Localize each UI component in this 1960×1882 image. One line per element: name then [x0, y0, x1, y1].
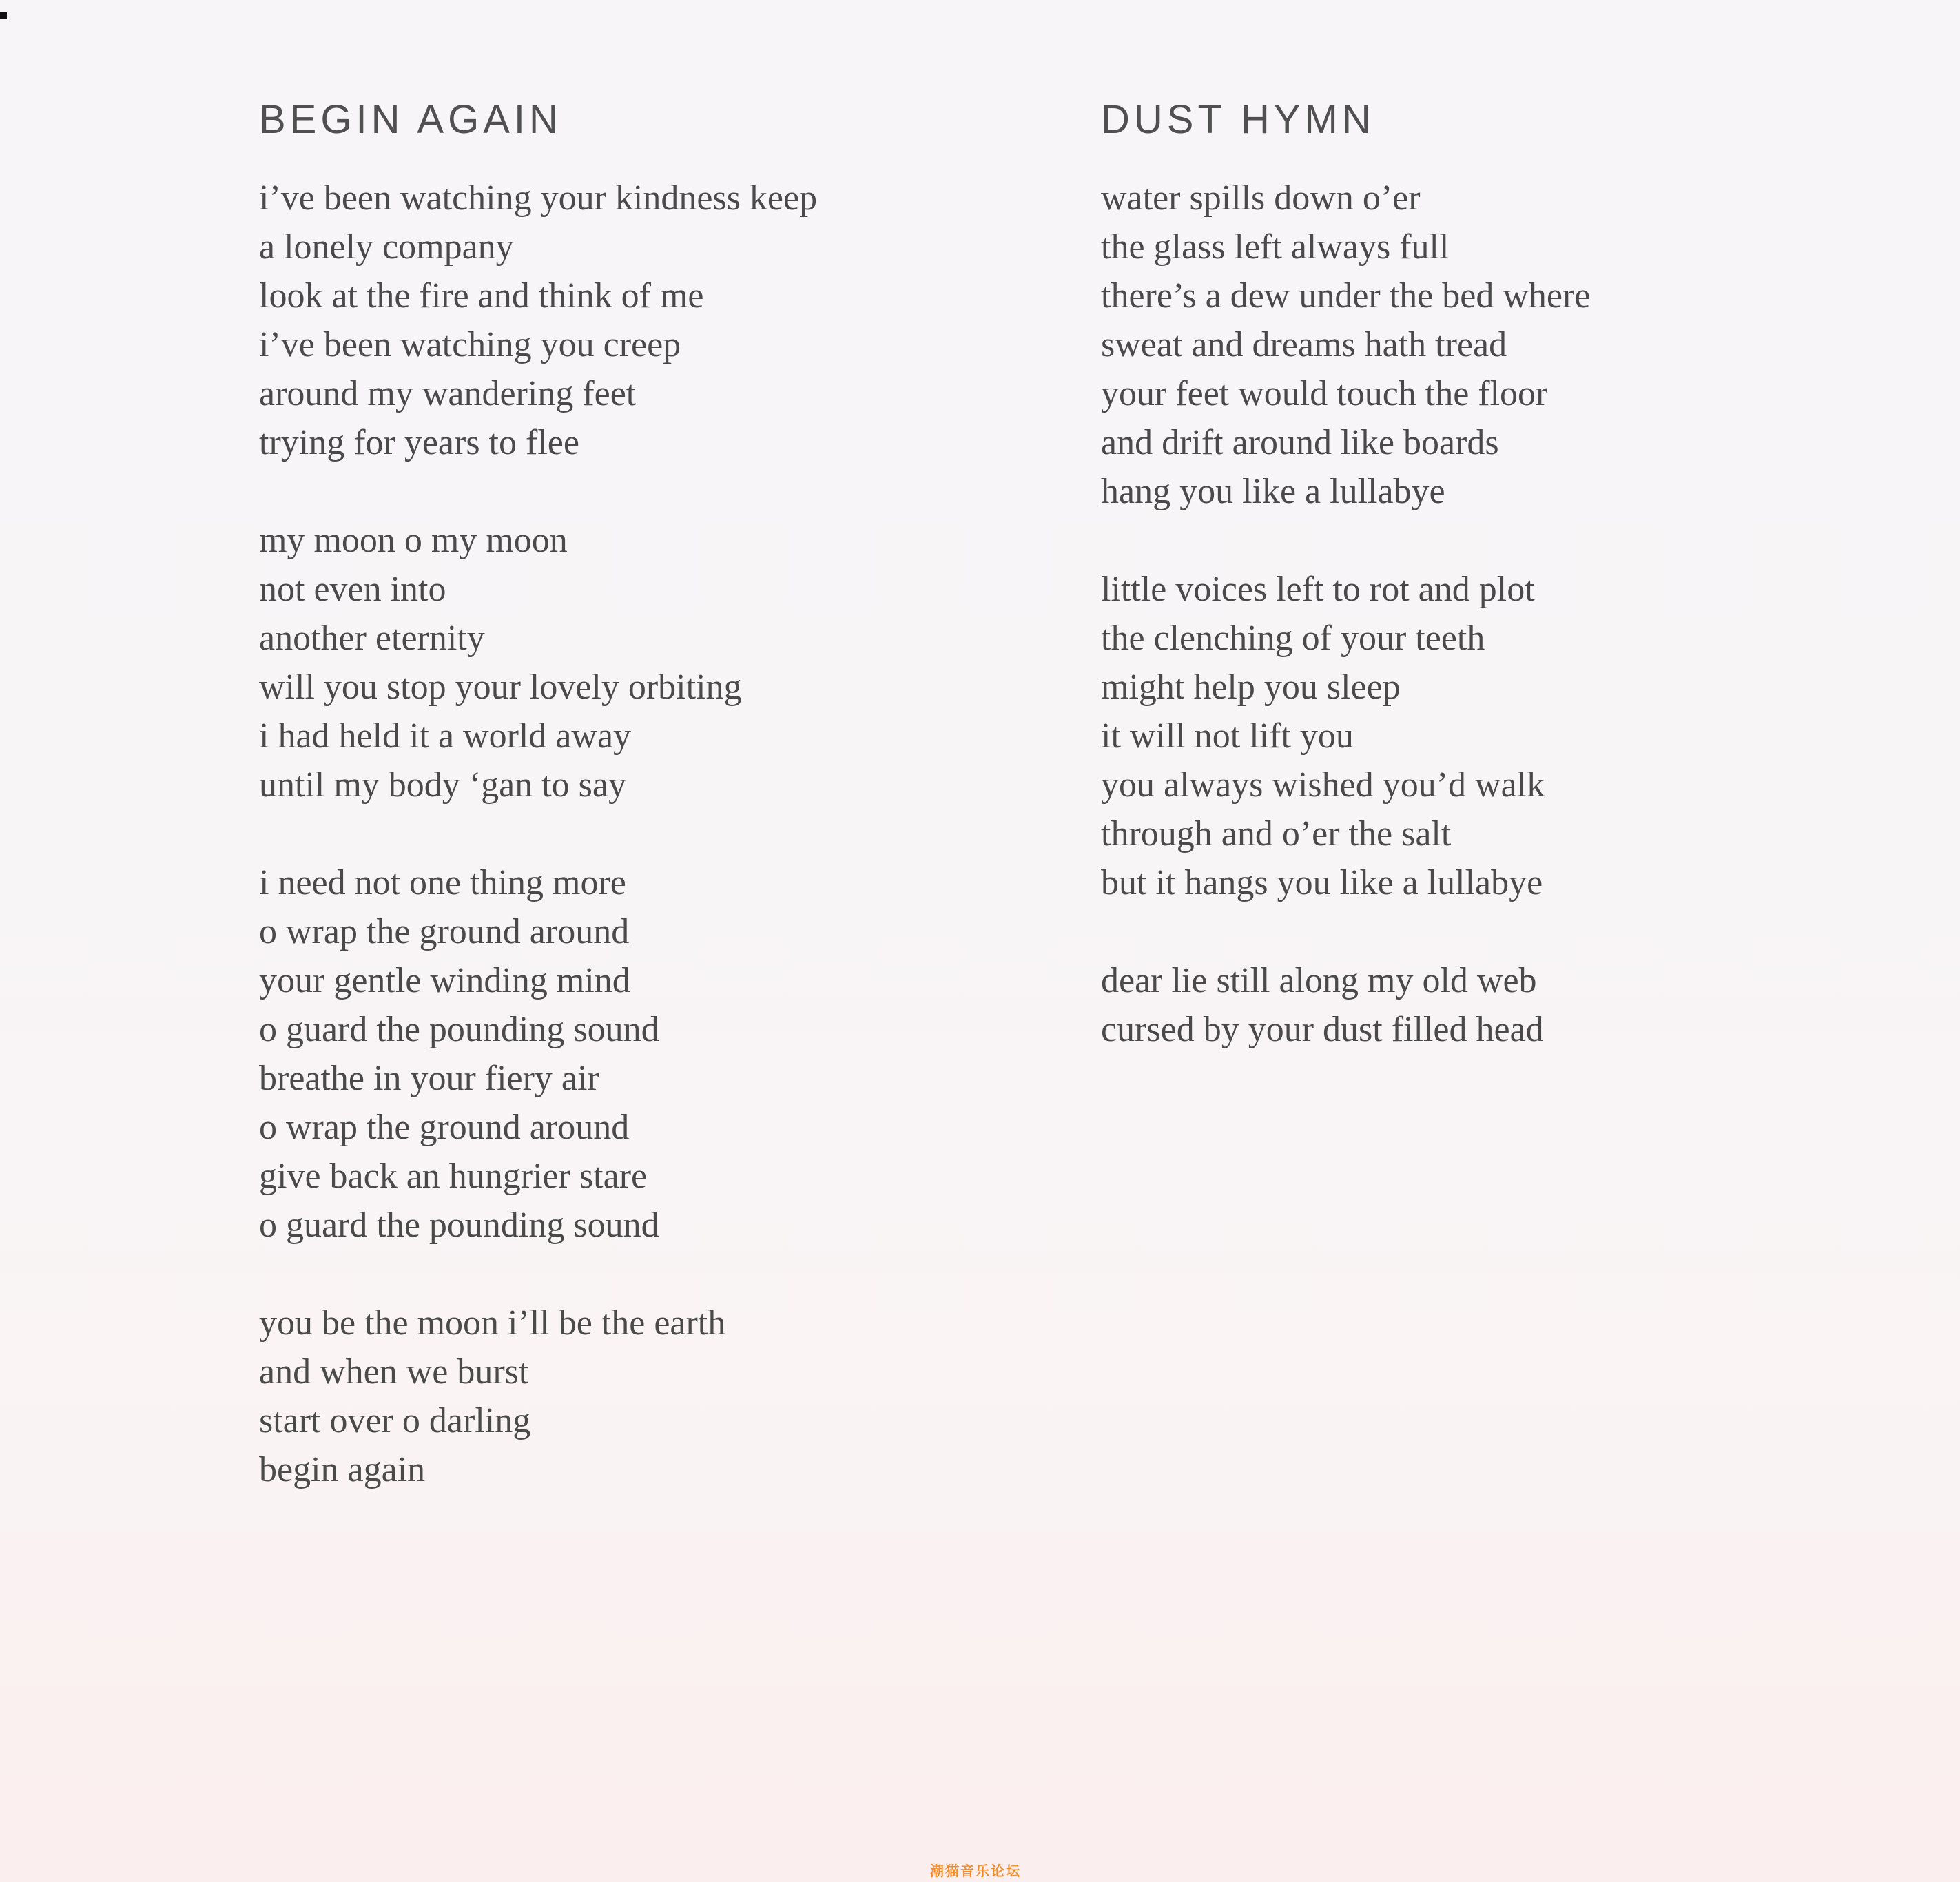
lyric-line: it will not lift you	[1101, 716, 1354, 756]
lyric-line: you be the moon i’ll be the earth	[259, 1303, 726, 1343]
song-title: BEGIN AGAIN	[259, 97, 562, 142]
lyrics	[1101, 174, 1590, 1103]
lyric-line: sweat and dreams hath tread	[1101, 325, 1507, 364]
lyric-line: o guard the pounding sound	[259, 1206, 659, 1245]
lyric-line: not even into	[259, 570, 446, 609]
lyric-line: water spills down o’er	[1101, 178, 1421, 218]
lyric-line: cursed by your dust filled head	[1101, 1010, 1544, 1049]
lyric-line: will you stop your lovely orbiting	[259, 668, 742, 707]
lyric-line: trying for years to flee	[259, 423, 579, 462]
lyric-line: might help you sleep	[1101, 668, 1401, 707]
lyric-line: i had held it a world away	[259, 716, 632, 756]
lyric-line: but it hangs you like a lullabye	[1101, 863, 1543, 902]
stanza	[259, 1299, 817, 1494]
lyric-line: i’ve been watching you creep	[259, 325, 681, 364]
lyric-line: hang you like a lullabye	[1101, 472, 1445, 511]
lyric-line: give back an hungrier stare	[259, 1157, 648, 1196]
lyric-line: your gentle winding mind	[259, 961, 630, 1000]
lyric-line: o guard the pounding sound	[259, 1010, 659, 1049]
stanza	[1101, 174, 1590, 516]
lyric-line: my moon o my moon	[259, 521, 568, 560]
stanza	[1101, 956, 1590, 1054]
lyric-line: through and o’er the salt	[1101, 814, 1452, 854]
lyric-line: the clenching of your teeth	[1101, 619, 1485, 658]
lyrics	[259, 174, 817, 1543]
lyric-line: look at the fire and think of me	[259, 276, 704, 316]
lyric-line: start over o darling	[259, 1401, 531, 1440]
lyric-line: o wrap the ground around	[259, 912, 630, 951]
lyric-line: around my wandering feet	[259, 374, 637, 413]
stanza	[259, 516, 817, 809]
lyric-line: and drift around like boards	[1101, 423, 1499, 462]
lyric-line: and when we burst	[259, 1352, 529, 1392]
stanza	[1101, 565, 1590, 907]
lyric-line: until my body ‘gan to say	[259, 765, 626, 805]
lyric-line: i need not one thing more	[259, 863, 626, 902]
lyric-line: begin again	[259, 1450, 426, 1489]
stanza	[259, 858, 817, 1250]
song-title: DUST HYMN	[1101, 97, 1375, 142]
lyric-line: breathe in your fiery air	[259, 1059, 599, 1098]
lyric-line: the glass left always full	[1101, 227, 1450, 267]
lyric-line: another eternity	[259, 619, 485, 658]
lyric-line: little voices left to rot and plot	[1101, 570, 1535, 609]
lyric-line: there’s a dew under the bed where	[1101, 276, 1591, 316]
lyric-line: a lonely company	[259, 227, 514, 267]
lyric-line: o wrap the ground around	[259, 1108, 630, 1147]
lyric-line: i’ve been watching your kindness keep	[259, 178, 818, 218]
scan-mark	[0, 12, 7, 19]
watermark: 潮猫音乐论坛	[930, 1863, 1021, 1879]
lyric-line: dear lie still along my old web	[1101, 961, 1537, 1000]
lyric-line: you always wished you’d walk	[1101, 765, 1545, 805]
lyric-line: your feet would touch the floor	[1101, 374, 1548, 413]
stanza	[259, 174, 817, 467]
